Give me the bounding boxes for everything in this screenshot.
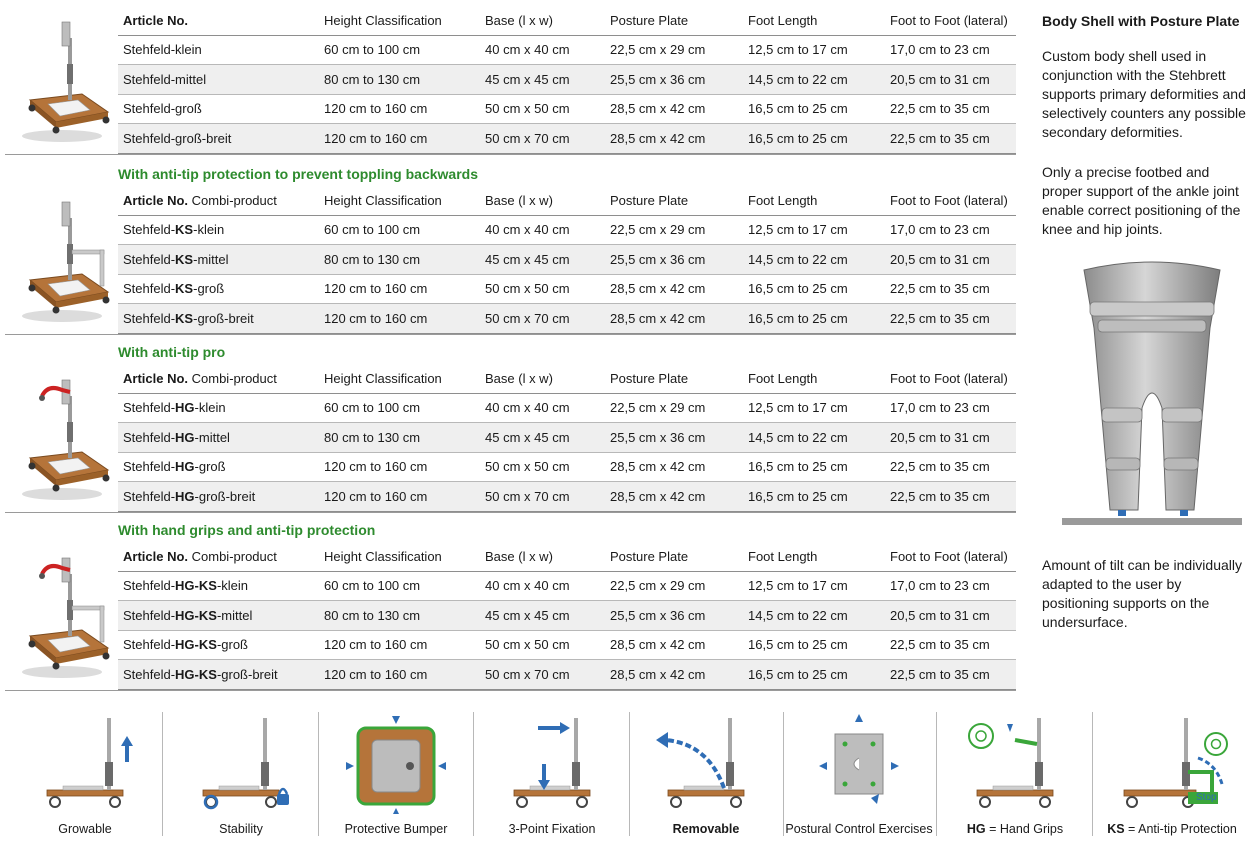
lateral-cell: 22,5 cm to 35 cm: [885, 274, 1016, 304]
lateral-cell: 20,5 cm to 31 cm: [885, 423, 1016, 453]
article-number-prefix: Stehfeld-: [123, 607, 176, 623]
column-header-label: Foot Length: [748, 370, 818, 386]
article-number-prefix: Stehfeld-: [123, 578, 176, 594]
section-divider: [5, 690, 1016, 691]
lateral-cell: 17,0 cm to 23 cm: [885, 393, 1016, 423]
base-cell: 50 cm x 70 cm: [480, 124, 605, 154]
plate-cell: 25,5 cm x 36 cm: [605, 601, 743, 631]
height-cell: 80 cm to 130 cm: [319, 423, 480, 453]
article-number-prefix: Stehfeld-: [123, 429, 176, 445]
plate-cell: 22,5 cm x 29 cm: [605, 215, 743, 245]
column-header-label: Foot Length: [748, 12, 818, 28]
column-header-label: Posture Plate: [610, 12, 689, 28]
column-header-label: Foot Length: [748, 192, 818, 208]
spec-table: [118, 6, 1016, 154]
article-number-prefix: Stehfeld-: [123, 251, 176, 267]
article-number-cell: [118, 482, 319, 512]
base-cell: 40 cm x 40 cm: [480, 393, 605, 423]
column-header: [743, 6, 885, 35]
spec-table: [118, 186, 1016, 334]
column-header-label: Base (l x w): [485, 12, 553, 28]
height-cell: 60 cm to 100 cm: [319, 215, 480, 245]
article-number-suffix: -mittel: [193, 251, 229, 267]
article-number-infix: HG-KS: [175, 607, 217, 623]
article-number-cell: [118, 35, 319, 65]
column-header-label: Base (l x w): [485, 548, 553, 564]
height-cell: 80 cm to 130 cm: [319, 245, 480, 275]
feature-label: [781, 822, 937, 836]
sidebar-paragraph-3: Amount of tilt can be individually adapted to the user by positioning supports on the undersurface.: [1042, 557, 1242, 630]
feature-label: [937, 822, 1093, 836]
article-number-prefix: Stehfeld-: [123, 131, 176, 147]
foot-cell: 12,5 cm to 17 cm: [743, 393, 885, 423]
feature-label-text: = Anti-tip Protection: [1124, 822, 1237, 836]
height-cell: 60 cm to 100 cm: [319, 35, 480, 65]
feature-postural-control-exercises: [781, 712, 937, 848]
stop-label: Stop: [1196, 792, 1217, 803]
protective-bumper-icon: [336, 714, 456, 814]
foot-cell: 16,5 cm to 25 cm: [743, 94, 885, 124]
article-number-prefix: Stehfeld-: [123, 71, 176, 87]
article-number-infix: HG-KS: [175, 667, 217, 683]
column-header-label: Height Classification: [324, 370, 442, 386]
article-number-infix: HG: [175, 459, 195, 475]
feature-growable: [7, 712, 163, 848]
column-header: [743, 186, 885, 215]
article-number-infix: HG-KS: [175, 637, 217, 653]
article-number-cell: [118, 304, 319, 334]
article-number-infix: HG: [175, 400, 195, 416]
article-number-cell: [118, 124, 319, 154]
column-header: [743, 542, 885, 571]
article-number-suffix: -klein: [216, 578, 249, 594]
feature-stability: [163, 712, 319, 848]
article-number-prefix: Stehfeld-: [123, 42, 176, 58]
table-header-row: [118, 6, 1016, 35]
height-cell: 80 cm to 130 cm: [319, 601, 480, 631]
article-number-cell: [118, 65, 319, 95]
height-cell: 120 cm to 160 cm: [319, 304, 480, 334]
article-number-infix: KS: [175, 311, 194, 327]
column-header: [605, 542, 743, 571]
sidebar-title: Body Shell with Posture Plate: [1042, 13, 1240, 29]
table-row: [118, 124, 1016, 154]
plate-cell: 28,5 cm x 42 cm: [605, 482, 743, 512]
article-number-cell: [118, 601, 319, 631]
foot-cell: 16,5 cm to 25 cm: [743, 304, 885, 334]
plate-cell: 25,5 cm x 36 cm: [605, 245, 743, 275]
lateral-cell: 17,0 cm to 23 cm: [885, 35, 1016, 65]
column-header: [885, 364, 1016, 393]
removable-icon: [646, 714, 766, 814]
article-number-cell: [118, 393, 319, 423]
plate-cell: 28,5 cm x 42 cm: [605, 274, 743, 304]
section-divider: [5, 154, 1016, 155]
postural-control-exercises-icon: [799, 714, 919, 814]
lateral-cell: 22,5 cm to 35 cm: [885, 452, 1016, 482]
feature-label-text: Stability: [219, 822, 263, 836]
table-row: [118, 452, 1016, 482]
article-number-suffix: groß-breit: [175, 131, 232, 147]
column-header-label: Article No.: [123, 192, 189, 208]
feature-label: [7, 822, 163, 836]
article-number-prefix: Stehfeld-: [123, 400, 176, 416]
lateral-cell: 22,5 cm to 35 cm: [885, 630, 1016, 660]
stability-icon: [181, 714, 301, 814]
column-header: [319, 6, 480, 35]
article-number-infix: HG-KS: [175, 578, 217, 594]
column-header-label: Foot Length: [748, 548, 818, 564]
feature-label-text: 3-Point Fixation: [508, 822, 596, 836]
article-number-infix: HG: [175, 429, 195, 445]
spec-table: [118, 364, 1016, 512]
article-number-suffix: -groß: [193, 281, 225, 297]
column-header-label: Article No.: [123, 548, 189, 564]
feature-label-bold: Removable: [672, 822, 740, 836]
table-row: [118, 304, 1016, 334]
article-number-prefix: Stehfeld-: [123, 281, 176, 297]
article-number-infix: KS: [175, 222, 194, 238]
section-subtitle: With hand grips and anti-tip protection: [118, 522, 376, 538]
column-header: [885, 542, 1016, 571]
column-header: [319, 542, 480, 571]
lateral-cell: 22,5 cm to 35 cm: [885, 660, 1016, 690]
foot-cell: 12,5 cm to 17 cm: [743, 571, 885, 601]
column-header: [319, 186, 480, 215]
table-row: [118, 65, 1016, 95]
article-number-cell: [118, 94, 319, 124]
table-row: [118, 274, 1016, 304]
table-row: [118, 245, 1016, 275]
foot-cell: 12,5 cm to 17 cm: [743, 35, 885, 65]
article-number-suffix: klein: [175, 42, 202, 58]
table-row: [118, 630, 1016, 660]
combi-product-label: Combi-product: [188, 548, 277, 564]
column-header-label: Foot to Foot (lateral): [890, 12, 1008, 28]
article-number-cell: [118, 452, 319, 482]
article-number-prefix: Stehfeld-: [123, 222, 176, 238]
article-number-cell: [118, 423, 319, 453]
stander-product-image: [0, 188, 118, 333]
column-header: [743, 364, 885, 393]
plate-cell: 28,5 cm x 42 cm: [605, 630, 743, 660]
article-number-cell: [118, 274, 319, 304]
column-header-label: Foot to Foot (lateral): [890, 192, 1008, 208]
plate-cell: 22,5 cm x 29 cm: [605, 35, 743, 65]
plate-cell: 28,5 cm x 42 cm: [605, 452, 743, 482]
column-header-label: Article No.: [123, 370, 189, 386]
article-number-prefix: Stehfeld-: [123, 637, 176, 653]
plate-cell: 28,5 cm x 42 cm: [605, 660, 743, 690]
base-cell: 45 cm x 45 cm: [480, 245, 605, 275]
section-subtitle: With anti-tip protection to prevent toppling backwards: [118, 166, 478, 182]
feature-label: [474, 822, 630, 836]
feature-label-bold: HG: [966, 822, 986, 836]
foot-cell: 16,5 cm to 25 cm: [743, 274, 885, 304]
table-row: [118, 35, 1016, 65]
foot-cell: 14,5 cm to 22 cm: [743, 245, 885, 275]
body-shell-image: [1062, 258, 1242, 530]
foot-cell: 16,5 cm to 25 cm: [743, 452, 885, 482]
column-header: [118, 6, 319, 35]
plate-cell: 25,5 cm x 36 cm: [605, 65, 743, 95]
table-row: [118, 571, 1016, 601]
column-header-label: Foot to Foot (lateral): [890, 548, 1008, 564]
article-number-suffix: groß: [175, 101, 202, 117]
growable-icon: [25, 714, 145, 814]
article-number-cell: [118, 660, 319, 690]
article-number-prefix: Stehfeld-: [123, 311, 176, 327]
height-cell: 120 cm to 160 cm: [319, 630, 480, 660]
foot-cell: 16,5 cm to 25 cm: [743, 482, 885, 512]
stander-product-image: [0, 544, 118, 689]
column-header-label: Posture Plate: [610, 370, 689, 386]
sidebar-paragraph-1: Custom body shell used in conjunction with the Stehbrett supports primary deformities and selectively counters any possible secondary deformities.: [1042, 48, 1246, 140]
height-cell: 80 cm to 130 cm: [319, 65, 480, 95]
table-row: [118, 660, 1016, 690]
stander-product-image: [0, 8, 118, 153]
base-cell: 45 cm x 45 cm: [480, 601, 605, 631]
combi-product-label: Combi-product: [188, 370, 277, 386]
column-header: [605, 186, 743, 215]
plate-cell: 28,5 cm x 42 cm: [605, 124, 743, 154]
height-cell: 120 cm to 160 cm: [319, 274, 480, 304]
article-number-suffix: -mittel: [194, 429, 230, 445]
article-number-suffix: -mittel: [216, 607, 253, 623]
feature-label: [318, 822, 474, 836]
column-header: [480, 6, 605, 35]
column-header-label: Height Classification: [324, 12, 442, 28]
article-number-prefix: Stehfeld-: [123, 667, 176, 683]
base-cell: 50 cm x 70 cm: [480, 482, 605, 512]
feature-removable: [628, 712, 784, 848]
lateral-cell: 22,5 cm to 35 cm: [885, 304, 1016, 334]
column-header-label: Posture Plate: [610, 548, 689, 564]
feature-3-point-fixation: [474, 712, 630, 848]
feature-icons-strip: [0, 712, 1250, 848]
3-point-fixation-icon: [492, 714, 612, 814]
article-number-prefix: Stehfeld-: [123, 459, 176, 475]
plate-cell: 25,5 cm x 36 cm: [605, 423, 743, 453]
article-number-suffix: -groß: [194, 459, 226, 475]
hand-grips-icon: [955, 714, 1075, 814]
lateral-cell: 17,0 cm to 23 cm: [885, 571, 1016, 601]
article-number-cell: [118, 245, 319, 275]
feature-protective-bumper: [318, 712, 474, 848]
column-header: [480, 364, 605, 393]
base-cell: 50 cm x 70 cm: [480, 660, 605, 690]
feature-label: [1094, 822, 1250, 836]
foot-cell: 14,5 cm to 22 cm: [743, 601, 885, 631]
base-cell: 50 cm x 50 cm: [480, 94, 605, 124]
foot-cell: 14,5 cm to 22 cm: [743, 423, 885, 453]
column-header: [319, 364, 480, 393]
article-number-cell: [118, 215, 319, 245]
height-cell: 120 cm to 160 cm: [319, 94, 480, 124]
base-cell: 50 cm x 50 cm: [480, 630, 605, 660]
column-header-label: Height Classification: [324, 548, 442, 564]
height-cell: 60 cm to 100 cm: [319, 571, 480, 601]
height-cell: 120 cm to 160 cm: [319, 482, 480, 512]
article-number-suffix: -klein: [193, 222, 225, 238]
feature-label-text: Growable: [58, 822, 112, 836]
section-divider: [5, 512, 1016, 513]
table-row: [118, 215, 1016, 245]
feature-label-bold: KS: [1107, 822, 1125, 836]
column-header-label: Posture Plate: [610, 192, 689, 208]
section-divider: [5, 334, 1016, 335]
lateral-cell: 20,5 cm to 31 cm: [885, 245, 1016, 275]
spec-table: [118, 542, 1016, 690]
lateral-cell: 20,5 cm to 31 cm: [885, 65, 1016, 95]
column-header: [885, 6, 1016, 35]
base-cell: 40 cm x 40 cm: [480, 215, 605, 245]
article-number-infix: HG: [175, 489, 195, 505]
column-header-label: Base (l x w): [485, 370, 553, 386]
feature-anti-tip-protection: [1094, 712, 1250, 848]
table-row: [118, 601, 1016, 631]
table-row: [118, 423, 1016, 453]
article-number-suffix: mittel: [175, 71, 207, 87]
article-number-cell: [118, 630, 319, 660]
sidebar-paragraph-2: Only a precise footbed and proper support of the ankle joint enable correct positioning of the knee and hip joints.: [1042, 164, 1241, 237]
column-header: [605, 364, 743, 393]
base-cell: 50 cm x 70 cm: [480, 304, 605, 334]
base-cell: 50 cm x 50 cm: [480, 452, 605, 482]
plate-cell: 28,5 cm x 42 cm: [605, 304, 743, 334]
article-number-cell: [118, 571, 319, 601]
article-number-infix: KS: [175, 251, 194, 267]
base-cell: 45 cm x 45 cm: [480, 423, 605, 453]
column-header: [480, 542, 605, 571]
column-header: [480, 186, 605, 215]
table-header-row: [118, 364, 1016, 393]
table-row: [118, 94, 1016, 124]
base-cell: 50 cm x 50 cm: [480, 274, 605, 304]
height-cell: 120 cm to 160 cm: [319, 660, 480, 690]
section-subtitle: With anti-tip pro: [118, 344, 226, 360]
feature-divider: [1092, 712, 1093, 836]
column-header-label: Foot to Foot (lateral): [890, 370, 1008, 386]
combi-product-label: Combi-product: [188, 192, 277, 208]
plate-cell: 28,5 cm x 42 cm: [605, 94, 743, 124]
article-number-suffix: -groß-breit: [194, 489, 256, 505]
column-header-label: Height Classification: [324, 192, 442, 208]
lateral-cell: 17,0 cm to 23 cm: [885, 215, 1016, 245]
height-cell: 120 cm to 160 cm: [319, 452, 480, 482]
table-row: [118, 393, 1016, 423]
base-cell: 40 cm x 40 cm: [480, 35, 605, 65]
feature-label: [628, 822, 784, 836]
feature-label-text: Protective Bumper: [344, 822, 448, 836]
table-header-row: [118, 542, 1016, 571]
column-header: [118, 186, 319, 215]
feature-hand-grips: [937, 712, 1093, 848]
article-number-suffix: -groß: [216, 637, 248, 653]
column-header: [885, 186, 1016, 215]
article-number-infix: KS: [175, 281, 194, 297]
article-number-prefix: Stehfeld-: [123, 101, 176, 117]
plate-cell: 22,5 cm x 29 cm: [605, 393, 743, 423]
feature-label: [163, 822, 319, 836]
column-header-label: Base (l x w): [485, 192, 553, 208]
lateral-cell: 20,5 cm to 31 cm: [885, 601, 1016, 631]
article-number-suffix: -groß-breit: [193, 311, 254, 327]
column-header-label: Article No.: [123, 12, 189, 28]
column-header: [118, 542, 319, 571]
feature-label-text: = Hand Grips: [985, 822, 1064, 836]
foot-cell: 16,5 cm to 25 cm: [743, 630, 885, 660]
height-cell: 60 cm to 100 cm: [319, 393, 480, 423]
lateral-cell: 22,5 cm to 35 cm: [885, 482, 1016, 512]
lateral-cell: 22,5 cm to 35 cm: [885, 94, 1016, 124]
plate-cell: 22,5 cm x 29 cm: [605, 571, 743, 601]
article-number-suffix: -groß-breit: [216, 667, 278, 683]
foot-cell: 12,5 cm to 17 cm: [743, 215, 885, 245]
column-header: [605, 6, 743, 35]
table-row: [118, 482, 1016, 512]
base-cell: 40 cm x 40 cm: [480, 571, 605, 601]
foot-cell: 14,5 cm to 22 cm: [743, 65, 885, 95]
article-number-prefix: Stehfeld-: [123, 489, 176, 505]
table-header-row: [118, 186, 1016, 215]
height-cell: 120 cm to 160 cm: [319, 124, 480, 154]
base-cell: 45 cm x 45 cm: [480, 65, 605, 95]
feature-label-text: Postural Control Exercises: [785, 822, 933, 836]
column-header: [118, 364, 319, 393]
stander-product-image: [0, 366, 118, 511]
foot-cell: 16,5 cm to 25 cm: [743, 124, 885, 154]
article-number-suffix: -klein: [194, 400, 226, 416]
lateral-cell: 22,5 cm to 35 cm: [885, 124, 1016, 154]
foot-cell: 16,5 cm to 25 cm: [743, 660, 885, 690]
